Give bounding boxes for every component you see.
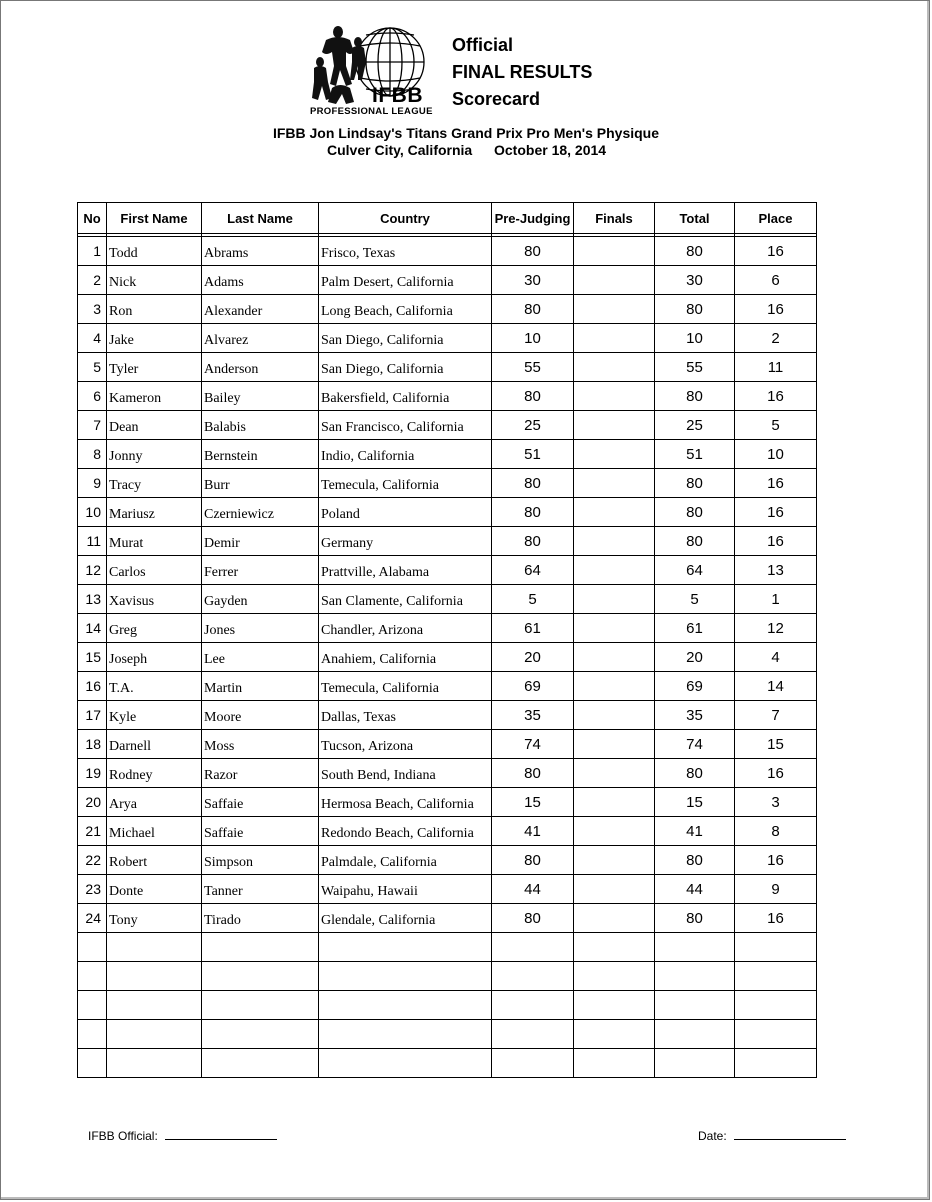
cell-no: 12 (78, 556, 107, 585)
cell-country: Prattville, Alabama (319, 556, 492, 585)
cell-first-name: Nick (107, 266, 202, 295)
cell-first-name: Carlos (107, 556, 202, 585)
cell-finals (574, 817, 655, 846)
cell-last-name: Alexander (202, 295, 319, 324)
empty-cell (78, 933, 107, 962)
empty-cell (735, 1049, 817, 1078)
results-body (78, 234, 817, 1078)
empty-cell (735, 991, 817, 1020)
cell-country: Poland (319, 498, 492, 527)
empty-row (78, 991, 817, 1020)
cell-first-name: Mariusz (107, 498, 202, 527)
cell-country: Palmdale, California (319, 846, 492, 875)
cell-prejudging: 61 (492, 614, 574, 643)
empty-cell (202, 933, 319, 962)
cell-first-name: Tyler (107, 353, 202, 382)
cell-no: 11 (78, 527, 107, 556)
cell-last-name: Balabis (202, 411, 319, 440)
official-signature-line (165, 1128, 277, 1140)
cell-no: 3 (78, 295, 107, 324)
cell-no: 24 (78, 904, 107, 933)
cell-place: 16 (735, 237, 817, 266)
cell-prejudging: 51 (492, 440, 574, 469)
table-row (78, 324, 817, 353)
date-signature (698, 1128, 846, 1143)
cell-no: 9 (78, 469, 107, 498)
cell-prejudging: 44 (492, 875, 574, 904)
table-row (78, 237, 817, 266)
cell-first-name: Michael (107, 817, 202, 846)
cell-first-name: Greg (107, 614, 202, 643)
cell-country: Dallas, Texas (319, 701, 492, 730)
cell-place: 16 (735, 846, 817, 875)
table-row (78, 440, 817, 469)
empty-cell (319, 933, 492, 962)
cell-prejudging: 41 (492, 817, 574, 846)
cell-place: 4 (735, 643, 817, 672)
cell-no: 8 (78, 440, 107, 469)
table-row (78, 556, 817, 585)
empty-cell (574, 962, 655, 991)
cell-finals (574, 846, 655, 875)
col-header-last-name: Last Name (202, 203, 319, 234)
cell-last-name: Saffaie (202, 788, 319, 817)
logo-subtext: PROFESSIONAL LEAGUE (310, 106, 433, 117)
empty-cell (655, 933, 735, 962)
logo-text: IFBB (372, 84, 423, 107)
cell-finals (574, 556, 655, 585)
cell-finals (574, 759, 655, 788)
cell-total: 80 (655, 498, 735, 527)
cell-place: 7 (735, 701, 817, 730)
cell-finals (574, 353, 655, 382)
table-row (78, 498, 817, 527)
cell-place: 2 (735, 324, 817, 353)
cell-finals (574, 585, 655, 614)
cell-finals (574, 469, 655, 498)
cell-prejudging: 55 (492, 353, 574, 382)
cell-prejudging: 15 (492, 788, 574, 817)
empty-cell (574, 1049, 655, 1078)
empty-cell (735, 962, 817, 991)
cell-country: Frisco, Texas (319, 237, 492, 266)
cell-place: 16 (735, 759, 817, 788)
cell-place: 1 (735, 585, 817, 614)
cell-no: 18 (78, 730, 107, 759)
cell-last-name: Tirado (202, 904, 319, 933)
cell-last-name: Anderson (202, 353, 319, 382)
cell-total: 10 (655, 324, 735, 353)
cell-country: Chandler, Arizona (319, 614, 492, 643)
empty-row (78, 1049, 817, 1078)
cell-place: 5 (735, 411, 817, 440)
cell-no: 2 (78, 266, 107, 295)
cell-place: 10 (735, 440, 817, 469)
event-location: Culver City, California (327, 142, 473, 158)
cell-total: 80 (655, 759, 735, 788)
cell-finals (574, 614, 655, 643)
empty-cell (78, 962, 107, 991)
cell-last-name: Saffaie (202, 817, 319, 846)
cell-finals (574, 295, 655, 324)
event-date: October 18, 2014 (494, 142, 607, 158)
cell-last-name: Lee (202, 643, 319, 672)
cell-total: 80 (655, 237, 735, 266)
empty-cell (319, 1049, 492, 1078)
cell-place: 8 (735, 817, 817, 846)
cell-last-name: Ferrer (202, 556, 319, 585)
header-row (78, 203, 817, 234)
cell-first-name: Tony (107, 904, 202, 933)
cell-last-name: Simpson (202, 846, 319, 875)
table-row (78, 527, 817, 556)
cell-country: Redondo Beach, California (319, 817, 492, 846)
cell-place: 3 (735, 788, 817, 817)
col-header-place: Place (735, 203, 817, 234)
cell-first-name: Jonny (107, 440, 202, 469)
cell-total: 30 (655, 266, 735, 295)
cell-country: South Bend, Indiana (319, 759, 492, 788)
cell-first-name: Kameron (107, 382, 202, 411)
table-row (78, 672, 817, 701)
cell-first-name: Donte (107, 875, 202, 904)
cell-finals (574, 730, 655, 759)
col-header-country: Country (319, 203, 492, 234)
cell-place: 16 (735, 469, 817, 498)
cell-no: 23 (78, 875, 107, 904)
cell-finals (574, 266, 655, 295)
cell-last-name: Martin (202, 672, 319, 701)
cell-total: 35 (655, 701, 735, 730)
table-row (78, 614, 817, 643)
cell-prejudging: 80 (492, 498, 574, 527)
empty-cell (655, 1020, 735, 1049)
date-signature-line (734, 1128, 846, 1140)
cell-finals (574, 440, 655, 469)
cell-country: Waipahu, Hawaii (319, 875, 492, 904)
cell-first-name: T.A. (107, 672, 202, 701)
cell-country: Temecula, California (319, 469, 492, 498)
cell-total: 80 (655, 469, 735, 498)
cell-finals (574, 382, 655, 411)
cell-prejudging: 30 (492, 266, 574, 295)
empty-cell (574, 991, 655, 1020)
col-header-total: Total (655, 203, 735, 234)
empty-cell (78, 991, 107, 1020)
cell-last-name: Adams (202, 266, 319, 295)
cell-last-name: Burr (202, 469, 319, 498)
table-row (78, 411, 817, 440)
title-final-results: FINAL RESULTS (452, 62, 593, 82)
cell-prejudging: 80 (492, 237, 574, 266)
cell-total: 20 (655, 643, 735, 672)
table-row (78, 469, 817, 498)
cell-no: 4 (78, 324, 107, 353)
cell-last-name: Bailey (202, 382, 319, 411)
cell-country: San Francisco, California (319, 411, 492, 440)
empty-cell (735, 933, 817, 962)
cell-last-name: Tanner (202, 875, 319, 904)
cell-last-name: Abrams (202, 237, 319, 266)
cell-last-name: Jones (202, 614, 319, 643)
cell-place: 16 (735, 498, 817, 527)
official-label: IFBB Official: (88, 1129, 158, 1143)
date-label: Date: (698, 1129, 727, 1143)
col-header-finals: Finals (574, 203, 655, 234)
empty-cell (107, 1049, 202, 1078)
cell-last-name: Moss (202, 730, 319, 759)
cell-last-name: Bernstein (202, 440, 319, 469)
official-signature (88, 1128, 277, 1143)
cell-total: 51 (655, 440, 735, 469)
empty-cell (574, 1020, 655, 1049)
cell-prejudging: 80 (492, 759, 574, 788)
cell-first-name: Joseph (107, 643, 202, 672)
cell-country: San Clamente, California (319, 585, 492, 614)
cell-no: 19 (78, 759, 107, 788)
cell-country: Anahiem, California (319, 643, 492, 672)
cell-total: 15 (655, 788, 735, 817)
table-row (78, 759, 817, 788)
cell-prejudging: 80 (492, 527, 574, 556)
cell-first-name: Robert (107, 846, 202, 875)
cell-last-name: Czerniewicz (202, 498, 319, 527)
cell-no: 6 (78, 382, 107, 411)
cell-no: 1 (78, 237, 107, 266)
cell-total: 5 (655, 585, 735, 614)
cell-first-name: Arya (107, 788, 202, 817)
table-row (78, 353, 817, 382)
table-row (78, 875, 817, 904)
cell-first-name: Todd (107, 237, 202, 266)
cell-first-name: Darnell (107, 730, 202, 759)
cell-no: 10 (78, 498, 107, 527)
cell-no: 22 (78, 846, 107, 875)
table-row (78, 382, 817, 411)
cell-no: 7 (78, 411, 107, 440)
table-row (78, 788, 817, 817)
table-row (78, 295, 817, 324)
cell-no: 15 (78, 643, 107, 672)
cell-total: 61 (655, 614, 735, 643)
cell-no: 20 (78, 788, 107, 817)
cell-prejudging: 64 (492, 556, 574, 585)
cell-first-name: Jake (107, 324, 202, 353)
table-row (78, 701, 817, 730)
cell-country: San Diego, California (319, 353, 492, 382)
cell-first-name: Rodney (107, 759, 202, 788)
cell-no: 17 (78, 701, 107, 730)
cell-finals (574, 904, 655, 933)
cell-finals (574, 701, 655, 730)
empty-row (78, 962, 817, 991)
cell-country: Tucson, Arizona (319, 730, 492, 759)
cell-total: 80 (655, 846, 735, 875)
cell-last-name: Alvarez (202, 324, 319, 353)
cell-finals (574, 788, 655, 817)
col-header-prejudging: Pre-Judging (492, 203, 574, 234)
cell-total: 55 (655, 353, 735, 382)
cell-place: 12 (735, 614, 817, 643)
empty-cell (492, 962, 574, 991)
cell-prejudging: 20 (492, 643, 574, 672)
cell-prejudging: 69 (492, 672, 574, 701)
empty-cell (319, 1020, 492, 1049)
cell-finals (574, 498, 655, 527)
cell-finals (574, 672, 655, 701)
cell-place: 11 (735, 353, 817, 382)
empty-cell (655, 1049, 735, 1078)
empty-cell (492, 1049, 574, 1078)
cell-finals (574, 875, 655, 904)
cell-finals (574, 527, 655, 556)
cell-prejudging: 5 (492, 585, 574, 614)
empty-cell (107, 991, 202, 1020)
table-row (78, 643, 817, 672)
cell-total: 80 (655, 295, 735, 324)
cell-first-name: Kyle (107, 701, 202, 730)
results-table (77, 202, 817, 1078)
cell-prejudging: 80 (492, 382, 574, 411)
cell-last-name: Moore (202, 701, 319, 730)
event-name: IFBB Jon Lindsay's Titans Grand Prix Pro Men's Physique (272, 125, 660, 141)
cell-no: 21 (78, 817, 107, 846)
empty-cell (655, 962, 735, 991)
cell-prejudging: 10 (492, 324, 574, 353)
cell-prejudging: 80 (492, 469, 574, 498)
cell-first-name: Dean (107, 411, 202, 440)
cell-total: 80 (655, 904, 735, 933)
table-row (78, 730, 817, 759)
cell-prejudging: 80 (492, 904, 574, 933)
cell-country: Bakersfield, California (319, 382, 492, 411)
cell-finals (574, 643, 655, 672)
empty-cell (78, 1020, 107, 1049)
empty-cell (107, 933, 202, 962)
cell-last-name: Razor (202, 759, 319, 788)
cell-place: 16 (735, 904, 817, 933)
cell-country: Indio, California (319, 440, 492, 469)
cell-total: 44 (655, 875, 735, 904)
cell-place: 13 (735, 556, 817, 585)
cell-last-name: Demir (202, 527, 319, 556)
cell-no: 14 (78, 614, 107, 643)
cell-country: San Diego, California (319, 324, 492, 353)
table-row (78, 266, 817, 295)
cell-place: 16 (735, 527, 817, 556)
cell-country: Germany (319, 527, 492, 556)
empty-cell (492, 933, 574, 962)
cell-prejudging: 80 (492, 846, 574, 875)
cell-place: 16 (735, 382, 817, 411)
cell-country: Long Beach, California (319, 295, 492, 324)
cell-place: 15 (735, 730, 817, 759)
cell-country: Temecula, California (319, 672, 492, 701)
cell-country: Hermosa Beach, California (319, 788, 492, 817)
empty-row (78, 1020, 817, 1049)
cell-place: 14 (735, 672, 817, 701)
empty-cell (202, 991, 319, 1020)
empty-cell (574, 933, 655, 962)
col-header-no: No (78, 203, 107, 234)
empty-cell (78, 1049, 107, 1078)
cell-no: 13 (78, 585, 107, 614)
cell-total: 80 (655, 527, 735, 556)
table-row (78, 817, 817, 846)
cell-first-name: Ron (107, 295, 202, 324)
cell-total: 64 (655, 556, 735, 585)
empty-cell (202, 962, 319, 991)
empty-cell (735, 1020, 817, 1049)
cell-finals (574, 324, 655, 353)
empty-cell (319, 962, 492, 991)
title-scorecard: Scorecard (452, 89, 541, 109)
empty-cell (492, 991, 574, 1020)
cell-country: Glendale, California (319, 904, 492, 933)
cell-finals (574, 237, 655, 266)
cell-no: 5 (78, 353, 107, 382)
cell-first-name: Murat (107, 527, 202, 556)
empty-cell (107, 1020, 202, 1049)
cell-place: 9 (735, 875, 817, 904)
cell-total: 69 (655, 672, 735, 701)
cell-total: 74 (655, 730, 735, 759)
empty-cell (202, 1020, 319, 1049)
cell-finals (574, 411, 655, 440)
cell-prejudging: 74 (492, 730, 574, 759)
cell-total: 41 (655, 817, 735, 846)
cell-prejudging: 80 (492, 295, 574, 324)
empty-cell (655, 991, 735, 1020)
empty-cell (319, 991, 492, 1020)
empty-row (78, 933, 817, 962)
cell-place: 6 (735, 266, 817, 295)
cell-total: 25 (655, 411, 735, 440)
cell-place: 16 (735, 295, 817, 324)
table-row (78, 585, 817, 614)
cell-total: 80 (655, 382, 735, 411)
table-row (78, 846, 817, 875)
cell-country: Palm Desert, California (319, 266, 492, 295)
cell-prejudging: 35 (492, 701, 574, 730)
cell-first-name: Tracy (107, 469, 202, 498)
empty-cell (202, 1049, 319, 1078)
empty-cell (107, 962, 202, 991)
title-official: Official (452, 35, 514, 55)
cell-last-name: Gayden (202, 585, 319, 614)
col-header-first-name: First Name (107, 203, 202, 234)
cell-first-name: Xavisus (107, 585, 202, 614)
table-row (78, 904, 817, 933)
empty-cell (492, 1020, 574, 1049)
cell-prejudging: 25 (492, 411, 574, 440)
cell-no: 16 (78, 672, 107, 701)
